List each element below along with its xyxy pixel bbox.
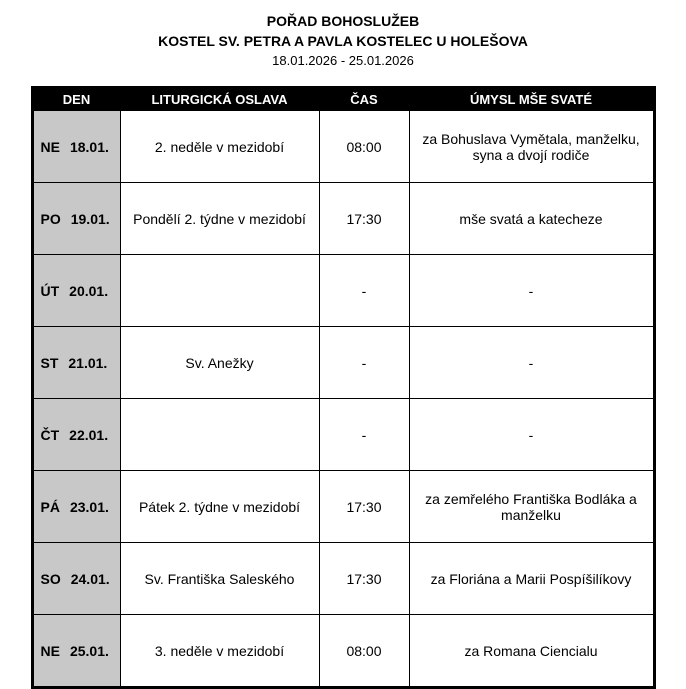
table-row: [32, 399, 654, 471]
day-date: 18.01.: [69, 138, 109, 155]
table-row: [32, 615, 654, 688]
intention-cell: za Floriána a Marii Pospíšilíkovy: [409, 543, 654, 615]
intention-cell: mše svatá a katecheze: [409, 183, 654, 255]
schedule-table-body: [32, 111, 654, 688]
date-range: 18.01.2026 - 25.01.2026: [272, 53, 414, 68]
celebration-cell: 3. neděle v mezidobí: [120, 615, 319, 688]
day-abbr: NE: [40, 138, 60, 155]
day-cell: [32, 183, 120, 255]
celebration-cell: [120, 255, 319, 327]
day-cell: [32, 399, 120, 471]
day-date: 20.01.: [69, 282, 109, 299]
time-cell: -: [319, 399, 409, 471]
time-cell: -: [319, 327, 409, 399]
time-cell: 17:30: [319, 471, 409, 543]
day-abbr: ÚT: [40, 282, 60, 299]
day-cell: [32, 543, 120, 615]
time-cell: 17:30: [319, 543, 409, 615]
day-date: 25.01.: [69, 642, 109, 659]
page-subtitle: KOSTEL SV. PETRA A PAVLA KOSTELEC U HOLEŠOVA: [158, 33, 528, 49]
table-row: [32, 255, 654, 327]
time-cell: 08:00: [319, 111, 409, 183]
day-abbr: ST: [40, 354, 59, 371]
celebration-cell: Pondělí 2. týdne v mezidobí: [120, 183, 319, 255]
day-cell: [32, 471, 120, 543]
table-row: [32, 183, 654, 255]
time-cell: 08:00: [319, 615, 409, 688]
intention-cell: za Bohuslava Vymětala, manželku, syna a dvojí rodiče: [409, 111, 654, 183]
day-abbr: PO: [40, 210, 61, 227]
day-date: 24.01.: [70, 570, 110, 587]
intention-cell: -: [409, 255, 654, 327]
schedule-table: [31, 86, 656, 689]
day-cell: [32, 111, 120, 183]
celebration-cell: Sv. Anežky: [120, 327, 319, 399]
intention-cell: za zemřelého Františka Bodláka a manželku: [409, 471, 654, 543]
column-header-cas: ČAS: [319, 88, 409, 111]
document-header: [0, 0, 686, 71]
celebration-cell: Pátek 2. týdne v mezidobí: [120, 471, 319, 543]
time-cell: 17:30: [319, 183, 409, 255]
table-header-row: [32, 88, 654, 111]
table-row: [32, 471, 654, 543]
celebration-cell: Sv. Františka Saleského: [120, 543, 319, 615]
day-date: 22.01.: [69, 426, 109, 443]
table-row: [32, 111, 654, 183]
time-cell: -: [319, 255, 409, 327]
intention-cell: za Romana Ciencialu: [409, 615, 654, 688]
column-header-liturgicka-oslava: LITURGICKÁ OSLAVA: [120, 88, 319, 111]
day-date: 21.01.: [68, 354, 108, 371]
celebration-cell: [120, 399, 319, 471]
day-abbr: PÁ: [40, 498, 60, 515]
intention-cell: -: [409, 399, 654, 471]
intention-cell: -: [409, 327, 654, 399]
day-cell: [32, 255, 120, 327]
day-abbr: NE: [40, 642, 60, 659]
day-cell: [32, 327, 120, 399]
page-title: POŘAD BOHOSLUŽEB: [266, 13, 420, 29]
column-header-den: DEN: [32, 88, 120, 111]
day-abbr: ČT: [40, 426, 60, 443]
column-header-umysl-mse-svate: ÚMYSL MŠE SVATÉ: [409, 88, 654, 111]
day-date: 19.01.: [70, 210, 110, 227]
day-cell: [32, 615, 120, 688]
table-row: [32, 543, 654, 615]
table-row: [32, 327, 654, 399]
day-date: 23.01.: [69, 498, 109, 515]
celebration-cell: 2. neděle v mezidobí: [120, 111, 319, 183]
day-abbr: SO: [40, 570, 61, 587]
